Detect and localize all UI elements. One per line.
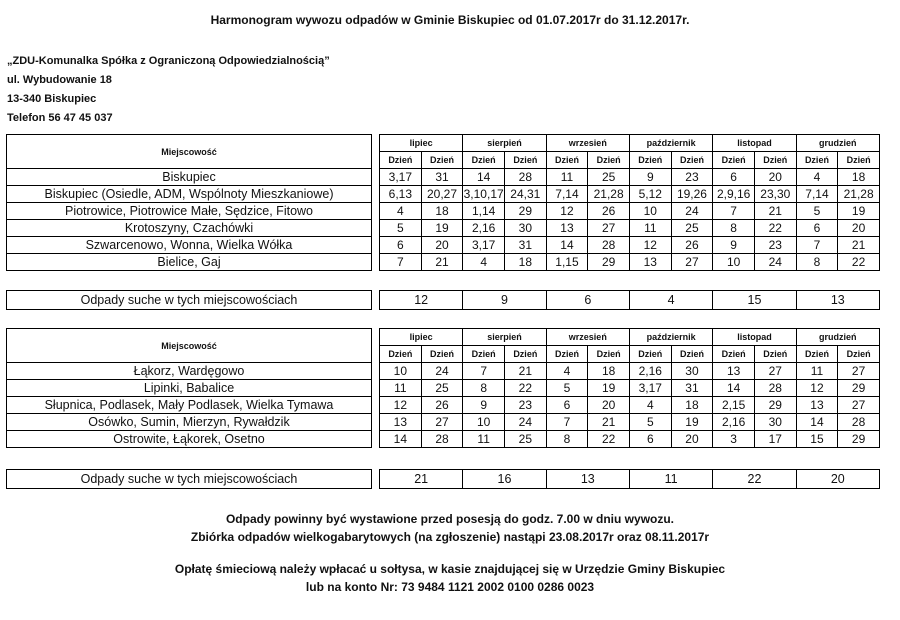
date-cell: 24	[504, 414, 546, 431]
date-cell: 15	[796, 431, 838, 448]
date-cell: 26	[588, 203, 630, 220]
date-cell: 23	[504, 397, 546, 414]
date-cell: 3,10,17	[463, 187, 504, 201]
note-payment: Opłatę śmieciową należy wpłacać u sołtysa, w kasie znajdującej się w Urzędzie Gminy Biskupiec	[174, 562, 726, 576]
company-city: 13-340 Biskupiec	[7, 93, 97, 105]
date-cell: 29	[838, 380, 880, 397]
date-cell: 25	[671, 220, 713, 237]
date-cell: 31	[671, 380, 713, 397]
date-cell: 12	[380, 397, 422, 414]
date-cell: 29	[838, 431, 880, 448]
date-cell: 18	[504, 254, 546, 271]
place-cell: Lipinki, Babalice	[7, 380, 372, 397]
dry-waste-date: 20	[796, 470, 879, 489]
date-cell: 28	[421, 431, 463, 448]
column-gap	[372, 470, 380, 489]
date-cell: 17	[754, 431, 796, 448]
date-cell: 11	[546, 169, 588, 186]
day-header: Dzień	[713, 152, 755, 169]
place-header: Miejscowość	[7, 135, 372, 169]
date-cell: 29	[504, 203, 546, 220]
date-cell: 22	[754, 220, 796, 237]
date-cell: 27	[421, 414, 463, 431]
dry-waste-date: 12	[380, 291, 463, 310]
date-cell: 10	[463, 414, 505, 431]
date-cell: 8	[463, 380, 505, 397]
date-cell: 18	[421, 203, 463, 220]
date-cell: 21	[754, 203, 796, 220]
date-cell: 19	[588, 380, 630, 397]
dry-waste-row	[7, 291, 880, 310]
date-cell: 6	[796, 220, 838, 237]
date-cell: 30	[504, 220, 546, 237]
place-cell: Słupnica, Podlasek, Mały Podlasek, Wielka Tymawa	[7, 397, 372, 414]
column-gap	[372, 169, 380, 186]
company-phone: Telefon 56 47 45 037	[7, 112, 113, 124]
date-cell: 24,31	[504, 186, 546, 203]
day-header: Dzień	[546, 152, 588, 169]
date-cell: 20,27	[421, 186, 463, 203]
month-header: październik	[629, 329, 712, 346]
schedule-table-2	[6, 328, 880, 448]
dry-waste-date: 13	[796, 291, 879, 310]
column-gap	[372, 135, 380, 169]
date-cell: 12	[546, 203, 588, 220]
date-cell: 30	[754, 414, 796, 431]
date-cell: 12	[629, 237, 671, 254]
column-gap	[372, 414, 380, 431]
month-header: listopad	[713, 135, 796, 152]
day-header: Dzień	[629, 346, 671, 363]
dry-waste-date: 22	[713, 470, 796, 489]
company-street: ul. Wybudowanie 18	[7, 74, 112, 86]
day-header: Dzień	[796, 346, 838, 363]
column-gap	[372, 329, 380, 363]
date-cell: 8	[713, 220, 755, 237]
date-cell: 6	[629, 431, 671, 448]
date-cell: 9	[713, 237, 755, 254]
table-row	[7, 380, 880, 397]
date-cell: 20	[421, 237, 463, 254]
month-header: sierpień	[463, 135, 546, 152]
date-cell: 11	[380, 380, 422, 397]
document-title: Harmonogram wywozu odpadów w Gminie Biskupiec od 01.07.2017r do 31.12.2017r.	[210, 13, 690, 27]
day-header: Dzień	[380, 152, 422, 169]
date-cell: 9	[463, 397, 505, 414]
dry-waste-table-2	[6, 469, 880, 489]
date-cell: 3,17	[629, 380, 671, 397]
date-cell: 5	[629, 414, 671, 431]
date-cell: 22	[504, 380, 546, 397]
dry-waste-date: 13	[546, 470, 629, 489]
date-cell: 25	[588, 169, 630, 186]
date-cell: 20	[754, 169, 796, 186]
month-header: grudzień	[796, 329, 879, 346]
date-cell: 4	[380, 203, 422, 220]
day-header: Dzień	[463, 346, 505, 363]
date-cell: 7	[380, 254, 422, 271]
date-cell: 21,28	[588, 186, 630, 203]
month-header: listopad	[713, 329, 796, 346]
date-cell: 1,14	[463, 203, 505, 220]
date-cell: 9	[629, 169, 671, 186]
column-gap	[372, 203, 380, 220]
date-cell: 13	[546, 220, 588, 237]
day-header: Dzień	[754, 346, 796, 363]
date-cell: 7	[463, 363, 505, 380]
column-gap	[372, 220, 380, 237]
date-cell: 10	[380, 363, 422, 380]
day-header: Dzień	[671, 152, 713, 169]
day-header: Dzień	[671, 346, 713, 363]
place-header: Miejscowość	[7, 329, 372, 363]
dry-waste-row	[7, 470, 880, 489]
date-cell: 22	[838, 254, 880, 271]
date-cell: 14	[380, 431, 422, 448]
date-cell: 19,26	[671, 186, 713, 203]
place-cell: Biskupiec	[7, 169, 372, 186]
month-header: sierpień	[463, 329, 546, 346]
date-cell: 8	[546, 431, 588, 448]
date-cell: 10	[713, 254, 755, 271]
date-cell: 19	[671, 414, 713, 431]
column-gap	[372, 186, 380, 203]
table-row	[7, 186, 880, 203]
dry-waste-label: Odpady suche w tych miejscowościach	[7, 291, 372, 310]
dry-waste-date: 6	[546, 291, 629, 310]
date-cell: 28	[754, 380, 796, 397]
day-header: Dzień	[504, 346, 546, 363]
place-cell: Bielice, Gaj	[7, 254, 372, 271]
date-cell: 2,16	[463, 220, 505, 237]
day-header: Dzień	[463, 152, 505, 169]
date-cell: 30	[671, 363, 713, 380]
dry-waste-date: 4	[629, 291, 712, 310]
date-cell: 3,17	[463, 237, 505, 254]
day-header: Dzień	[754, 152, 796, 169]
date-cell: 7	[796, 237, 838, 254]
column-gap	[372, 363, 380, 380]
table-row	[7, 414, 880, 431]
day-header: Dzień	[588, 346, 630, 363]
company-name: „ZDU-Komunalka Spółka z Ograniczoną Odpowiedzialnością”	[7, 55, 330, 67]
date-cell: 8	[796, 254, 838, 271]
date-cell: 26	[671, 237, 713, 254]
place-cell: Biskupiec (Osiedle, ADM, Wspólnoty Mieszkaniowe)	[7, 186, 372, 203]
date-cell: 29	[754, 397, 796, 414]
date-cell: 3	[713, 431, 755, 448]
date-cell: 21	[504, 363, 546, 380]
table-row	[7, 397, 880, 414]
date-cell: 2,15	[713, 397, 755, 414]
date-cell: 4	[629, 397, 671, 414]
date-cell: 19	[838, 203, 880, 220]
place-cell: Szwarcenowo, Wonna, Wielka Wółka	[7, 237, 372, 254]
note-account: lub na konto Nr: 73 9484 1121 2002 0100 0286 0023	[305, 580, 595, 594]
date-cell: 14	[546, 237, 588, 254]
date-cell: 7	[713, 203, 755, 220]
date-cell: 6	[713, 169, 755, 186]
date-cell: 27	[588, 220, 630, 237]
date-cell: 21,28	[838, 186, 880, 203]
date-cell: 6	[546, 397, 588, 414]
date-cell: 7	[546, 414, 588, 431]
column-gap	[372, 431, 380, 448]
month-header: wrzesień	[546, 329, 629, 346]
day-header: Dzień	[629, 152, 671, 169]
date-cell: 28	[588, 237, 630, 254]
date-cell: 21	[838, 237, 880, 254]
date-cell: 18	[838, 169, 880, 186]
date-cell: 23	[754, 237, 796, 254]
date-cell: 23	[671, 169, 713, 186]
date-cell: 29	[588, 254, 630, 271]
date-cell: 27	[838, 397, 880, 414]
column-gap	[372, 397, 380, 414]
date-cell: 13	[713, 363, 755, 380]
table-row	[7, 237, 880, 254]
date-cell: 6	[380, 237, 422, 254]
date-cell: 10	[629, 203, 671, 220]
date-cell: 6,13	[380, 186, 422, 203]
date-cell: 27	[754, 363, 796, 380]
date-cell: 1,15	[546, 254, 588, 271]
date-cell: 11	[629, 220, 671, 237]
date-cell: 5	[796, 203, 838, 220]
month-header: wrzesień	[546, 135, 629, 152]
date-cell: 20	[588, 397, 630, 414]
day-header: Dzień	[838, 346, 880, 363]
date-cell: 5	[546, 380, 588, 397]
date-cell: 14	[796, 414, 838, 431]
date-cell: 7,14	[796, 186, 838, 203]
day-header: Dzień	[380, 346, 422, 363]
table-row	[7, 363, 880, 380]
company-info	[7, 52, 330, 128]
month-header: grudzień	[796, 135, 879, 152]
date-cell: 28	[838, 414, 880, 431]
date-cell: 19	[421, 220, 463, 237]
date-cell: 3,17	[380, 169, 422, 186]
date-cell: 24	[671, 203, 713, 220]
table-row	[7, 203, 880, 220]
place-cell: Piotrowice, Piotrowice Małe, Sędzice, Fitowo	[7, 203, 372, 220]
date-cell: 7,14	[546, 186, 588, 203]
dry-waste-date: 21	[380, 470, 463, 489]
place-cell: Osówko, Sumin, Mierzyn, Rywałdzik	[7, 414, 372, 431]
day-header: Dzień	[796, 152, 838, 169]
date-cell: 2,16	[629, 363, 671, 380]
date-cell: 4	[796, 169, 838, 186]
date-cell: 18	[671, 397, 713, 414]
note-setout: Odpady powinny być wystawione przed posesją do godz. 7.00 w dniu wywozu.	[225, 512, 675, 526]
dry-waste-date: 16	[463, 470, 546, 489]
date-cell: 28	[504, 169, 546, 186]
place-cell: Ostrowite, Łąkorek, Osetno	[7, 431, 372, 448]
date-cell: 14	[713, 380, 755, 397]
date-cell: 24	[754, 254, 796, 271]
day-header: Dzień	[421, 152, 463, 169]
date-cell: 4	[463, 254, 505, 271]
table-row	[7, 169, 880, 186]
date-cell: 23,30	[754, 186, 796, 203]
place-cell: Krotoszyny, Czachówki	[7, 220, 372, 237]
date-cell: 11	[463, 431, 505, 448]
date-cell: 14	[463, 169, 505, 186]
place-cell: Łąkorz, Wardęgowo	[7, 363, 372, 380]
date-cell: 24	[421, 363, 463, 380]
schedule-table-1	[6, 134, 880, 271]
table-row	[7, 254, 880, 271]
date-cell: 20	[671, 431, 713, 448]
date-cell: 31	[504, 237, 546, 254]
month-header: lipiec	[380, 329, 463, 346]
date-cell: 4	[546, 363, 588, 380]
date-cell: 13	[380, 414, 422, 431]
date-cell: 27	[838, 363, 880, 380]
dry-waste-table-1	[6, 290, 880, 310]
date-cell: 13	[629, 254, 671, 271]
day-header: Dzień	[546, 346, 588, 363]
dry-waste-date: 15	[713, 291, 796, 310]
date-cell: 25	[504, 431, 546, 448]
table-row	[7, 220, 880, 237]
dry-waste-date: 11	[629, 470, 712, 489]
date-cell: 2,9,16	[713, 186, 755, 203]
dry-waste-label: Odpady suche w tych miejscowościach	[7, 470, 372, 489]
day-header: Dzień	[504, 152, 546, 169]
date-cell: 18	[588, 363, 630, 380]
column-gap	[372, 237, 380, 254]
date-cell: 2,16	[713, 414, 755, 431]
column-gap	[372, 291, 380, 310]
date-cell: 13	[796, 397, 838, 414]
date-cell: 11	[796, 363, 838, 380]
note-bulky-waste: Zbiórka odpadów wielkogabarytowych (na zgłoszenie) nastąpi 23.08.2017r oraz 08.11.2017r	[190, 530, 710, 544]
date-cell: 21	[588, 414, 630, 431]
column-gap	[372, 254, 380, 271]
dry-waste-date: 9	[463, 291, 546, 310]
month-header: październik	[629, 135, 712, 152]
date-cell: 5,12	[629, 186, 671, 203]
date-cell: 21	[421, 254, 463, 271]
date-cell: 26	[421, 397, 463, 414]
month-header: lipiec	[380, 135, 463, 152]
day-header: Dzień	[421, 346, 463, 363]
day-header: Dzień	[588, 152, 630, 169]
day-header: Dzień	[713, 346, 755, 363]
day-header: Dzień	[838, 152, 880, 169]
table-row	[7, 431, 880, 448]
date-cell: 12	[796, 380, 838, 397]
date-cell: 27	[671, 254, 713, 271]
date-cell: 20	[838, 220, 880, 237]
date-cell: 25	[421, 380, 463, 397]
date-cell: 5	[380, 220, 422, 237]
date-cell: 22	[588, 431, 630, 448]
column-gap	[372, 380, 380, 397]
date-cell: 31	[421, 169, 463, 186]
